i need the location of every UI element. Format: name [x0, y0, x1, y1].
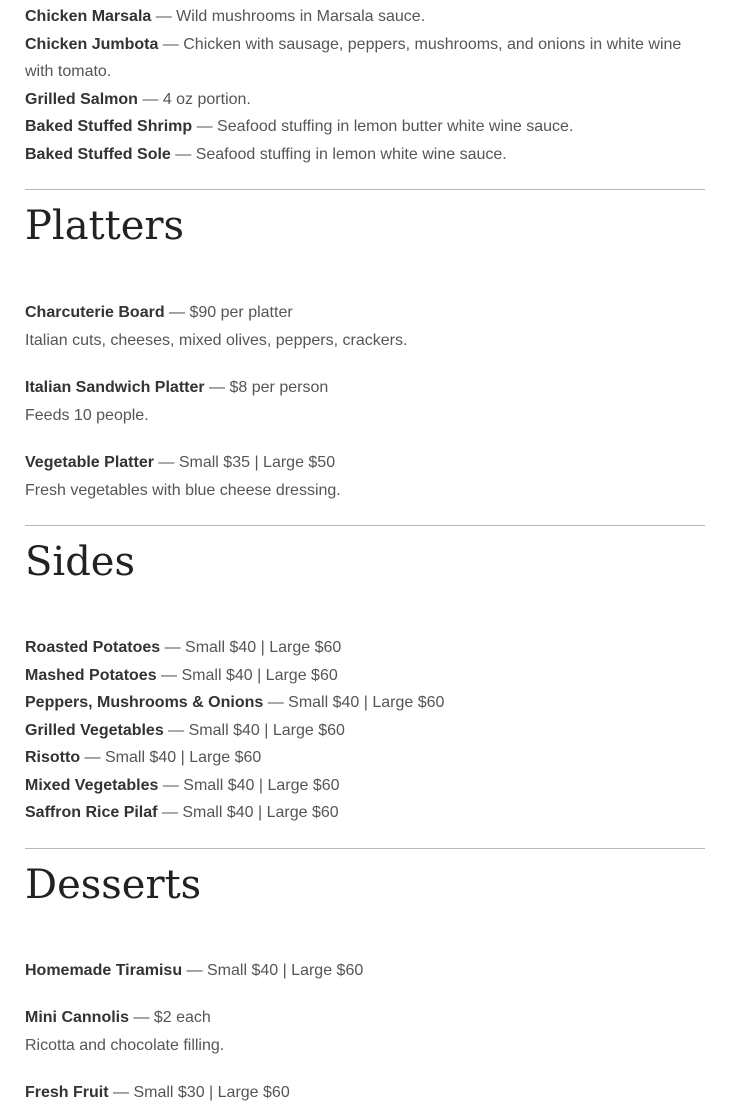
item-price: — Small $40 | Large $60: [263, 694, 445, 711]
item-note: Fresh vegetables with blue cheese dressing.: [25, 481, 341, 499]
item-note: Feeds 10 people.: [25, 406, 149, 424]
dessert-item: [25, 1079, 705, 1107]
menu-item: [25, 662, 705, 690]
section-heading-desserts: Desserts: [25, 861, 202, 908]
item-description: — 4 oz portion.: [137, 90, 251, 108]
section-heading-sides: Sides: [25, 539, 135, 585]
item-description: — Wild mushrooms in Marsala sauce.: [151, 8, 426, 25]
menu-item: [25, 31, 705, 86]
section-heading-platters: Platters: [25, 203, 185, 249]
item-name: Mixed Vegetables: [25, 776, 159, 794]
item-name: Chicken Jumbota: [25, 35, 159, 53]
item-price: — $90 per platter: [164, 304, 293, 321]
item-name: Vegetable Platter: [25, 454, 154, 471]
menu-item: [25, 744, 705, 772]
menu-item: [25, 689, 705, 717]
item-price: — Small $40 | Large $60: [182, 961, 364, 979]
item-name: Grilled Vegetables: [25, 721, 164, 739]
item-name: Mashed Potatoes: [25, 666, 157, 684]
item-description: — Seafood stuffing in lemon white wine sauce.: [170, 145, 507, 163]
platter-item: [25, 299, 705, 354]
dessert-item: [25, 957, 705, 985]
item-name: Roasted Potatoes: [25, 639, 161, 656]
menu-item: [25, 3, 705, 31]
platter-item: [25, 374, 705, 429]
item-price: — Small $30 | Large $60: [108, 1084, 290, 1101]
entrees-list: [25, 0, 705, 168]
item-name: Grilled Salmon: [25, 90, 138, 108]
item-price: — Small $35 | Large $50: [153, 454, 336, 471]
item-name: Mini Cannolis: [25, 1009, 129, 1026]
section-divider: [25, 848, 705, 849]
item-price: — $2 each: [129, 1009, 211, 1026]
item-name: Fresh Fruit: [25, 1084, 109, 1101]
sides-list: [25, 634, 705, 827]
menu-item: [25, 772, 705, 800]
item-price: — Small $40 | Large $60: [163, 721, 345, 739]
item-description: — Chicken with sausage, peppers, mushrooms, and onions in white wine with tomato.: [25, 35, 682, 80]
item-price: — Small $40 | Large $60: [158, 776, 340, 794]
item-price: — Small $40 | Large $60: [157, 804, 339, 821]
menu-item: [25, 799, 705, 827]
item-price: — $8 per person: [204, 379, 329, 396]
item-name: Italian Sandwich Platter: [25, 379, 205, 396]
item-note: Ricotta and chocolate filling.: [25, 1036, 225, 1054]
section-divider: [25, 189, 705, 190]
item-note: Italian cuts, cheeses, mixed olives, peppers, crackers.: [25, 331, 408, 349]
item-name: Homemade Tiramisu: [25, 961, 183, 979]
item-description: — Seafood stuffing in lemon butter white wine sauce.: [192, 118, 574, 135]
item-name: Chicken Marsala: [25, 8, 152, 25]
menu-item: [25, 634, 705, 662]
item-price: — Small $40 | Large $60: [156, 666, 338, 684]
item-price: — Small $40 | Large $60: [160, 639, 342, 656]
menu-item: [25, 86, 705, 114]
item-price: — Small $40 | Large $60: [80, 749, 262, 766]
item-name: Risotto: [25, 749, 81, 766]
item-name: Saffron Rice Pilaf: [25, 804, 158, 821]
item-name: Charcuterie Board: [25, 304, 165, 321]
item-name: Baked Stuffed Sole: [25, 145, 171, 163]
section-divider: [25, 525, 705, 526]
platter-item: [25, 449, 705, 504]
menu-item: [25, 717, 705, 745]
menu-item: [25, 113, 705, 141]
item-name: Peppers, Mushrooms & Onions: [25, 694, 264, 711]
dessert-item: [25, 1004, 705, 1059]
item-name: Baked Stuffed Shrimp: [25, 118, 193, 135]
menu-item: [25, 141, 705, 169]
